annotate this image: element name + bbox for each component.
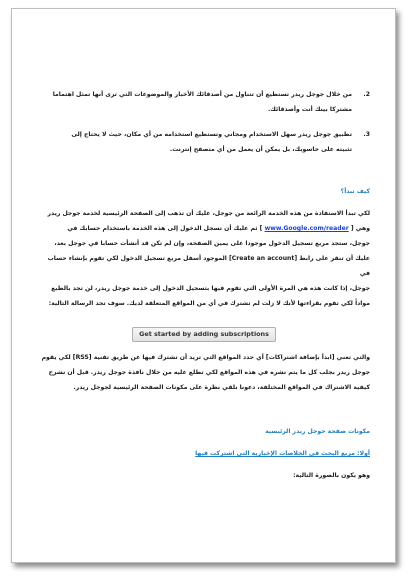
paragraph-line: وهي [ www.Google.com/reader ] ثم عليك أن تسجل الدخول إلى هذه الخدمة باستخدام حسابك في — [67, 225, 370, 232]
section-heading-how-to-start: كيف تبدأ؟ — [340, 188, 370, 195]
section-heading-components: مكونات صفحة جوجل ريدر الرئيسية — [265, 428, 370, 435]
subheading-search-box: أولا: مربع البحث في الخلاصات الإخبارية التي اشتركت فيها — [195, 450, 370, 457]
paragraph-line: والتي تعني [ابدأ بإضافة اشتراكات] أي حدد المواقع التي تريد أن تشترك فيها عن طريق تقنية [RSS] لكي يقوم — [41, 354, 370, 361]
paragraph-getting-started — [38, 206, 370, 311]
final-line: وهو يكون بالصورة التالية: — [293, 472, 370, 479]
paragraph-line: جوجل، ستجد مربع تسجيل الدخول موجودا على يمين الصفحة، وإن لم تكن قد أنشأت حسابا في جوجل بعد، — [54, 240, 370, 247]
reader-link[interactable]: www.Google.com/reader — [264, 225, 349, 232]
list-line: مشتركا بينك أنت وأصدقائك. — [267, 106, 352, 113]
document-page — [11, 8, 396, 563]
paragraph-line: جوجل، إذا كانت هذه هي المرة الأولى التي تقوم فيها بتسجيل الدخول إلى خدمة جوجل ريدر، لن تجد بالطبع — [51, 285, 370, 292]
paragraph-line: مواداً لكي تقوم بقراءتها لأنك لا زلت لم تشترك في أي من المواقع المتعلقة لديك. سوف تجد الرسالة التالية: — [48, 300, 370, 307]
paragraph-line: كيفية الاشتراك في المواقع المختلفة، دعونا نلقي نظرة على مكونات الصفحة الرئيسية لجوجل ريدر. — [73, 384, 370, 391]
button-screenshot — [38, 327, 370, 342]
list-line: تطبيق جوجل ريدر سهل الاستخدام ومجاني وتستطيع استخدامه من أي مكان، حيث لا يحتاج إلى — [71, 131, 352, 138]
paragraph-subscriptions — [38, 350, 370, 395]
paragraph-line: لكي تبدأ الاستفادة من هذه الخدمة الرائعة من جوجل، عليك أن تذهب إلى الصفحة الرئيسية لخدمة جوجل ريدر — [47, 210, 370, 217]
paragraph-line: عليك أن تنقر على رابط [Create an account] الموجود أسفل مربع تسجيل الدخول لكي تقوم بإنشاء حساب في — [47, 255, 370, 277]
paragraph-line: جوجل ريدر بجلب كل ما يتم نشره في هذه المواقع لكي تطلع عليه من خلال نافذة جوجل ريدر. قبل أن نشرح — [48, 369, 370, 376]
list-item — [38, 87, 370, 117]
list-line: تثبيته على حاسوبك، بل يمكن أن يعمل من أي متصفح إنترنت. — [169, 146, 352, 153]
get-started-button[interactable]: Get started by adding subscriptions — [132, 327, 276, 342]
list-line: من خلال جوجل ريدر تستطيع أن تتناول من أصدقائك الأخبار والموضوعات التي ترى أنها تمثل اهتماما — [52, 91, 352, 98]
list-item — [38, 127, 370, 157]
list-number: 3. — [363, 131, 370, 138]
list-number: 2. — [363, 91, 370, 98]
